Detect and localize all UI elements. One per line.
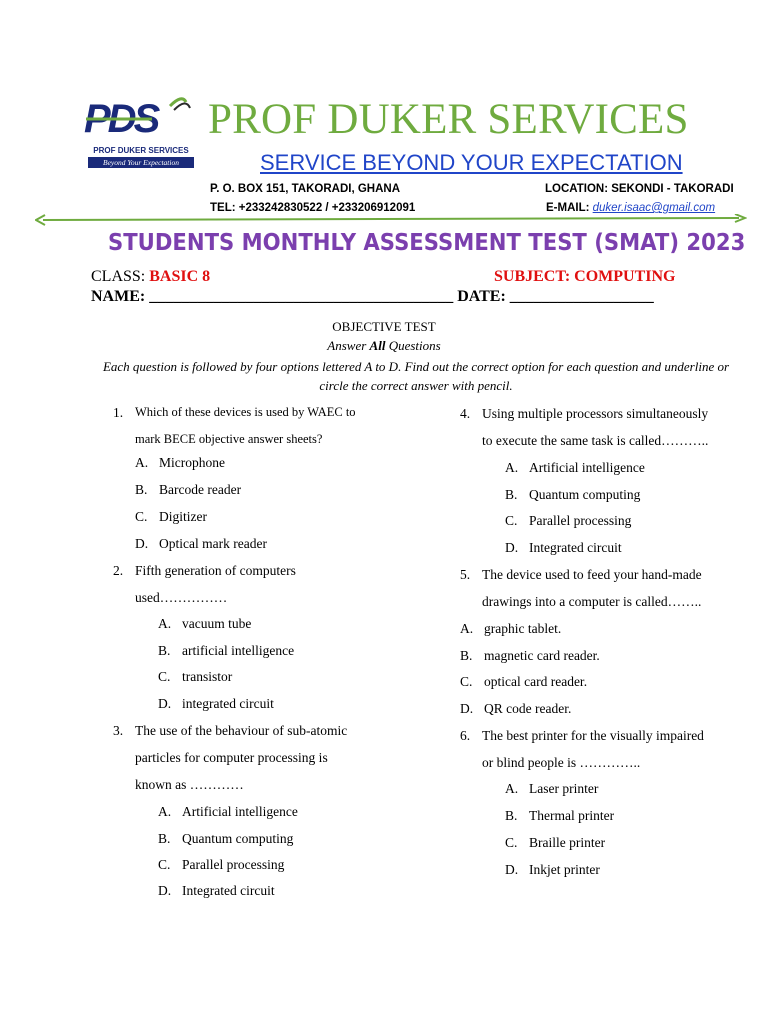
- option[interactable]: C. optical card reader.: [460, 674, 588, 689]
- option[interactable]: B. Thermal printer: [505, 808, 615, 823]
- email-link[interactable]: duker.isaac@gmail.com: [592, 202, 716, 214]
- question-number: 2.: [113, 563, 124, 578]
- question-1: [113, 399, 413, 453]
- option[interactable]: D. Optical mark reader: [135, 536, 267, 551]
- answer-all-note: [0, 338, 768, 354]
- pds-logo-mark: [82, 96, 194, 138]
- answer-suffix: Questions: [385, 338, 441, 353]
- question-text: Using multiple processors simultaneously to execute the same task is called………..: [482, 406, 709, 448]
- option[interactable]: A. Microphone: [135, 455, 225, 470]
- question-number: 1.: [113, 405, 124, 420]
- test-title: STUDENTS MONTHLY ASSESSMENT TEST (SMAT) 2023: [108, 230, 746, 256]
- email: [546, 202, 715, 214]
- option[interactable]: A. graphic tablet.: [460, 621, 562, 636]
- name-date-line: NAME: ______________________________________ DATE: __________________: [91, 288, 654, 305]
- option[interactable]: A. vacuum tube: [158, 616, 252, 631]
- option[interactable]: C. Parallel processing: [505, 513, 632, 528]
- option[interactable]: B. artificial intelligence: [158, 643, 295, 658]
- logo-company-name: PROF DUKER SERVICES: [93, 146, 189, 155]
- question-3: [113, 717, 413, 798]
- question-text: The device used to feed your hand-made drawings into a computer is called……..: [482, 567, 702, 609]
- company-name: PROF DUKER SERVICES: [208, 96, 689, 143]
- logo-tagline: Beyond Your Expectation: [88, 157, 194, 168]
- subject-field: [494, 268, 676, 286]
- section-title: OBJECTIVE TEST: [332, 319, 436, 334]
- option[interactable]: B. Quantum computing: [158, 831, 294, 846]
- option[interactable]: C. Braille printer: [505, 835, 606, 850]
- option[interactable]: C. Parallel processing: [158, 857, 285, 872]
- question-4: [460, 400, 760, 454]
- option[interactable]: A. Artificial intelligence: [505, 460, 645, 475]
- question-text: The use of the behaviour of sub-atomic particles for computer processing is known as …………: [135, 723, 348, 792]
- instructions: Each question is followed by four options lettered A to D. Find out the correct option for each question and underline or circle the correct answer with pencil.: [102, 359, 730, 393]
- option[interactable]: D. Inkjet printer: [505, 862, 600, 877]
- svg-text:PDS: PDS: [84, 97, 158, 138]
- option[interactable]: C. transistor: [158, 669, 233, 684]
- subject-label: SUBJECT:: [494, 268, 575, 285]
- question-number: 5.: [460, 567, 471, 582]
- location: LOCATION: SEKONDI - TAKORADI: [545, 183, 734, 195]
- email-label: E-MAIL:: [546, 202, 593, 214]
- question-6: [460, 722, 760, 776]
- option[interactable]: D. integrated circuit: [158, 696, 274, 711]
- option[interactable]: B. magnetic card reader.: [460, 648, 600, 663]
- question-text: Fifth generation of computers used……………: [135, 563, 296, 605]
- telephone: TEL: +233242830522 / +233206912091: [210, 202, 416, 214]
- option[interactable]: D. Integrated circuit: [158, 883, 275, 898]
- question-5: [460, 561, 760, 615]
- subject-value: COMPUTING: [574, 268, 676, 285]
- question-text: The best printer for the visually impaired or blind people is …………..: [482, 728, 704, 770]
- question-number: 6.: [460, 728, 471, 743]
- question-number: 3.: [113, 723, 124, 738]
- question-number: 4.: [460, 406, 471, 421]
- option[interactable]: C. Digitizer: [135, 509, 207, 524]
- class-value: BASIC 8: [149, 268, 211, 285]
- header-divider-arrow: [35, 214, 747, 226]
- question-text: Which of these devices is used by WAEC to mark BECE objective answer sheets?: [135, 405, 356, 446]
- option[interactable]: A. Artificial intelligence: [158, 804, 298, 819]
- option[interactable]: D. QR code reader.: [460, 701, 572, 716]
- answer-bold: All: [369, 338, 386, 353]
- option[interactable]: A. Laser printer: [505, 781, 599, 796]
- postal-address: P. O. BOX 151, TAKORADI, GHANA: [210, 183, 400, 195]
- company-logo: [82, 86, 200, 176]
- class-field: [91, 268, 210, 286]
- option[interactable]: B. Barcode reader: [135, 482, 242, 497]
- option[interactable]: B. Quantum computing: [505, 487, 641, 502]
- answer-prefix: Answer: [327, 338, 370, 353]
- question-2: [113, 557, 413, 611]
- option[interactable]: D. Integrated circuit: [505, 540, 622, 555]
- class-label: CLASS:: [91, 268, 150, 285]
- company-slogan: SERVICE BEYOND YOUR EXPECTATION: [260, 150, 683, 175]
